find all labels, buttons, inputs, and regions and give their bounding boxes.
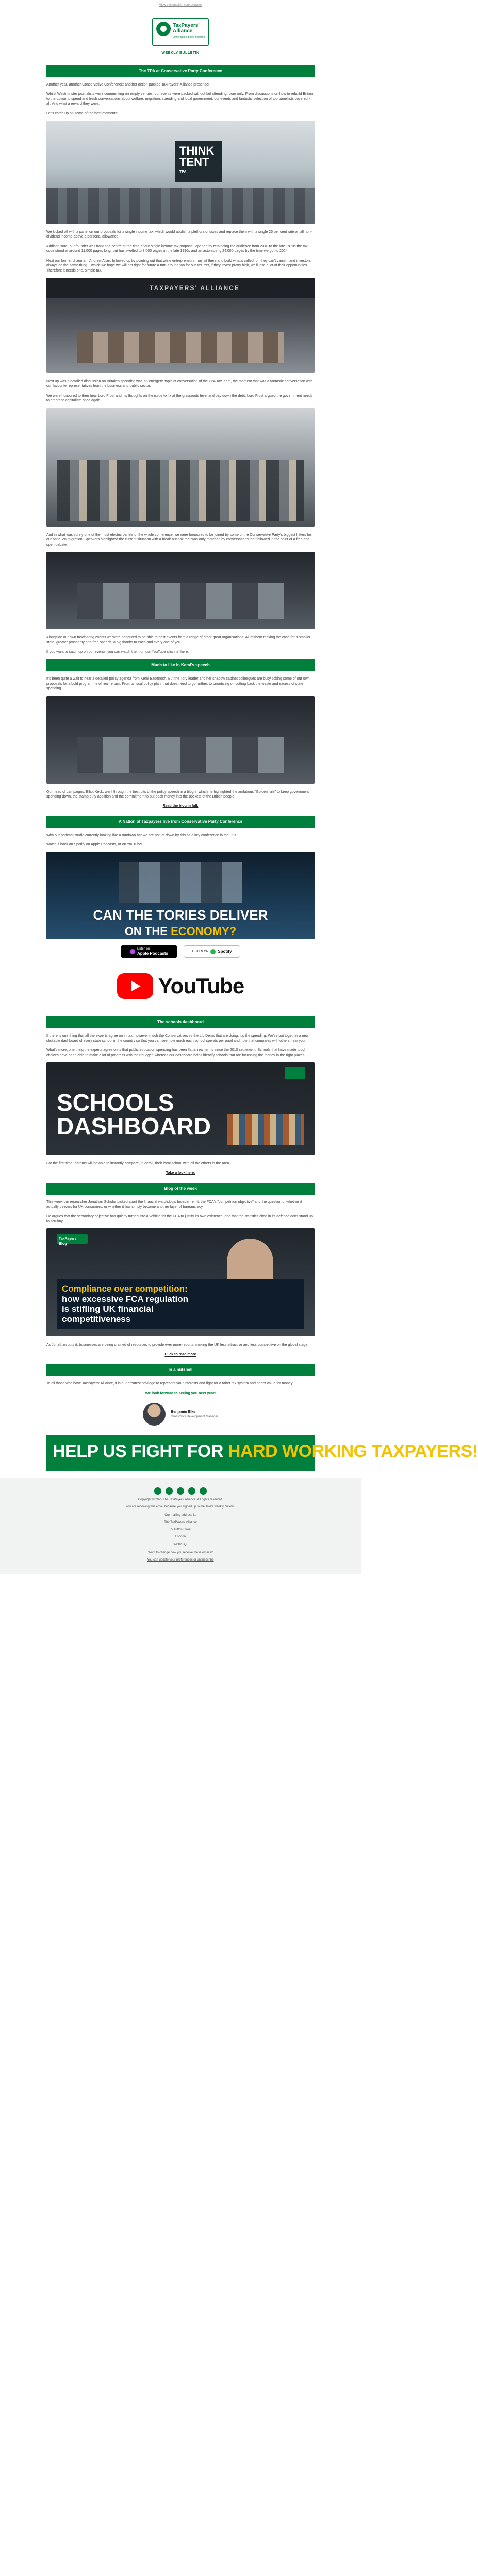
- podcast-thumbnail[interactable]: [46, 852, 315, 939]
- paragraph: Another year, another Conservative Conference: another action-packed TaxPayers' Alliance presence!: [46, 82, 210, 87]
- social-links: [10, 1487, 351, 1495]
- spotify-small-label: LISTEN ON: [192, 950, 209, 954]
- paragraph: For the first time, parents will be able to instantly compare, in detail, their local school with all the others in the area.: [46, 1162, 230, 1166]
- paragraph: It's been quite a wait to hear a detailed policy agenda from Kemi Badenoch. But the Tory leader and her shadow cabinet colleagues are busy ticking some of our own proposals for a bold programme of real reform. From a fiscal policy plan, that does need to go further, to prioritizing on cutting back the waste and excess of state spending.: [46, 677, 310, 691]
- blog-link-wrap: [46, 1352, 315, 1357]
- podcast-badges: [46, 945, 315, 958]
- schools-dashboard-image[interactable]: [46, 1062, 315, 1155]
- stage-backdrop: TAXPAYERS' ALLIANCE: [46, 278, 315, 298]
- spotify-label: Spotify: [218, 949, 232, 954]
- conference-photo-discussion: [46, 552, 315, 629]
- website-icon[interactable]: [200, 1487, 207, 1495]
- mailing-address: Our mailing address is: The TaxPayers' Alliance 55 Tufton Street London SW1P 3QL: [164, 1514, 197, 1546]
- panellists: [77, 332, 284, 363]
- section-heading: A Nation of Taxpayers live from Conservative Party Conference: [46, 816, 315, 828]
- section-heading: Much to like in Kemi's speech: [46, 659, 315, 671]
- unsubscribe-link[interactable]: You can update your preferences or unsubscribe: [147, 1558, 214, 1562]
- logo-mark-icon: [156, 22, 171, 36]
- paragraph: Watch it back on Spotify on Apple Podcasts, or on YouTube!: [46, 843, 142, 847]
- youtube-button[interactable]: [46, 963, 315, 1009]
- schools-dashboard-title: SCHOOLS DASHBOARD: [57, 1089, 211, 1140]
- paragraph: Addition sure, our founder was front and centre at the time of our single income tax proposal, opened by reminding the audience from 2010 to the late 1970s the tax code stood at around 11,000 pages long, but has swelled to 7,000 pages in the late 1990s and an astonishing 24,000 pages by the time we got to 2024.: [46, 244, 308, 253]
- twitter-icon[interactable]: [154, 1487, 161, 1495]
- closing-line: We look forward to seeing you next year!: [145, 1391, 216, 1395]
- read-blog-link[interactable]: Read the blog in full.: [162, 804, 199, 808]
- paragraph: This week our researcher Jonathan Scholar picked apart the financial watchdog's broader remit: the FCA's "competition objective" and the question of whether it actually delivers for UK consumers, or whether it has simply become another layer of bureaucracy.: [46, 1200, 302, 1209]
- blog-headline-banner: Compliance over competition: how excessive FCA regulation is stifling UK financial competitiveness: [57, 1279, 304, 1329]
- paragraph: If there is one thing that all the experts agree on in tax, however much the Conservatives vs the Lib Dems that are doing, it's the spending. We've put together a new clickable dashboard of every state school in the country so that you can see how much each school spends per pupil and how that compares with others near you.: [46, 1034, 309, 1043]
- signature-text: [171, 1410, 218, 1419]
- speaker-stage: [77, 737, 284, 773]
- podcast-title-line2: ON THE ECONOMY?: [124, 925, 237, 938]
- section-heading: In a nutshell: [46, 1364, 315, 1376]
- content-column: [46, 65, 315, 1426]
- speech-photo: [46, 696, 315, 784]
- paragraph: To all those who have TaxPayers' Alliance, it is our greatest privilege to represent your interests and fight for a fairer tax system and better value for money.: [46, 1382, 293, 1386]
- paragraph: We kicked off with a panel on our proposals for a single income tax, which would abolish a plethora of taxes and replace them with a single 25 per cent rate on all non-dividend income above a personal allowance.: [46, 230, 312, 239]
- read-more-link[interactable]: Click to read more: [164, 1352, 196, 1357]
- footer-prefs: Want to change how you receive these emails?: [148, 1551, 213, 1554]
- signature-name: Benjamin Elks: [171, 1410, 195, 1414]
- spotify-icon: [210, 949, 216, 954]
- youtube-wordmark: YouTube: [158, 974, 244, 998]
- logo-tagline: Lower taxes, better services: [173, 36, 205, 39]
- think-tent-sign: THINK TENT TPA: [175, 141, 222, 182]
- signature: [46, 1403, 315, 1426]
- paragraph: As Jonathan puts it: businesses are being drained of resources to provide ever more reports, making the UK less attractive and less competitive on the global stage.: [46, 1343, 309, 1347]
- taxpayers-blog-logo: TaxPayers' Blog: [57, 1234, 88, 1244]
- paragraph: He argues that the secondary objective has quietly turned into a vehicle for the FCA to justify its own existence, and that the statistics cited in its defence don't stand up to scrutiny.: [46, 1214, 313, 1224]
- banner-text: HELP US FIGHT FOR HARD WORKING TAXPAYERS!: [53, 1442, 478, 1461]
- crowd: [57, 460, 304, 521]
- apple-podcasts-icon: [130, 949, 135, 954]
- panel-sofa: [77, 583, 284, 619]
- paragraph: We were honoured to then hear Lord Frost and his thoughts on the issue to fix at the grassroots level and pay down the debt. Lord Frost argued the government needs to embrace capitalism once again.: [46, 394, 313, 403]
- audience-figures: [46, 188, 315, 224]
- header: [0, 10, 361, 60]
- books-graphic: [227, 1114, 304, 1145]
- paragraph: Alongside our own fascinating events we were honoured to be able to host events from a range of other great organisations: All of them making the case for a smaller state, greater prosperity and free speech, a big thanks to each and every one of you.: [46, 636, 311, 645]
- podcast-title-line1: CAN THE TORIES DELIVER: [93, 907, 268, 923]
- conference-photo-crowd: [46, 408, 315, 527]
- section-heading: The schools dashboard: [46, 1016, 315, 1028]
- conference-photo-panel: [46, 278, 315, 373]
- copyright: Copyright © 2025 The TaxPayers' Alliance, All rights reserved.: [138, 1498, 223, 1501]
- paragraph: Let's catch up on some of the best moments!: [46, 111, 119, 115]
- paragraph: Next our former chairman, Andrew Allan, followed up by pointing out that while entrepreneurs may sit there and build what's called for, they can't vanish, and investors always do the same thing... which we hope we will get right for future a turn around too for our tax. Yet, if they invest pretty high, we'll lose a lot of their opportunities. Therefore it needs one, simple tax.: [46, 259, 311, 273]
- read-blog-link-wrap: [46, 804, 315, 808]
- tpa-mini-logo: [285, 1067, 305, 1079]
- view-in-browser-link[interactable]: View this email in your browser: [159, 4, 202, 7]
- paragraph: Next up was a detailed discussion on Britain's spending war, an energetic topic of conversation of the TPA TaxTeam, the moment that was a fantastic conversation with our favourite representatives from the business and public sector.: [46, 380, 313, 388]
- paragraph: If you want to catch up on our events, you can watch them on our YouTube channel here.: [46, 650, 189, 654]
- apple-badge-text: Listen on Apple Podcasts: [137, 947, 168, 956]
- avatar: [143, 1403, 166, 1426]
- help-us-fight-banner[interactable]: [46, 1435, 478, 1471]
- newsletter-label: WEEKLY BULLETIN: [161, 50, 200, 55]
- blog-feature-image[interactable]: [46, 1228, 315, 1336]
- paragraph: What's more, one thing the experts agree on is that public education spending has been flat in real terms since the 2010 settlement. Schools that have made tough choices have been able to make a lot of progress with their budget, whereas our dashboard helps identify schools that are focussing the money in the right places.: [46, 1048, 307, 1057]
- section-heading: The TPA at Conservative Party Conference: [46, 65, 315, 77]
- taxpayers-alliance-logo[interactable]: [152, 18, 209, 46]
- schools-dashboard-link[interactable]: Take a look here.: [166, 1171, 195, 1175]
- youtube-icon[interactable]: [188, 1487, 195, 1495]
- logo-name: TaxPayers' Alliance: [173, 23, 200, 35]
- apple-podcasts-button[interactable]: [121, 945, 177, 958]
- podcast-guests: [119, 862, 242, 903]
- spotify-button[interactable]: [184, 945, 240, 958]
- youtube-play-icon: [117, 973, 153, 999]
- conference-photo-think-tent: [46, 121, 315, 224]
- facebook-icon[interactable]: [166, 1487, 173, 1495]
- paragraph: Our head of campaigns, Elliot Keck, went through the best bits of the policy speech in a blog in which he highlighted the ambitious "Golden rule" to keep government spending down, the stamp duty abolition and the commitment to put back money into the pockets of the British people.: [46, 790, 309, 799]
- instagram-icon[interactable]: [177, 1487, 184, 1495]
- footer-reason: You are receiving this email because you signed up to the TPA's weekly bulletin.: [125, 1505, 236, 1509]
- footer: [0, 1478, 361, 1574]
- section-heading: Blog of the week: [46, 1183, 315, 1195]
- paragraph: With our podcast studio currently looking like a rundown bar we are not let down by this as a key conference in the UK!: [46, 833, 236, 837]
- signature-role: Grassroots Development Manager: [171, 1415, 218, 1418]
- schools-link-wrap: [46, 1171, 315, 1175]
- paragraph: And in what was surely one of the most electric panels of the whole conference, we were honoured to be joined by some of the Conservative Party's biggest hitters for our panel on migration. Speakers highlighted the current situation with a bleak outlook that was only matched by conversations that followed in the spirit of a free and open debate.: [46, 533, 311, 547]
- paragraph: Whilst Westminster journalists were commenting on empty venues, our events were packed without fail attending room only. From discussions on how to rebuild Britain to the option to spend and fresh conversations about welfare, migration, spending and local government, our events and fantastic selection of top panellists covered it all. And what a reward they were.: [46, 92, 314, 106]
